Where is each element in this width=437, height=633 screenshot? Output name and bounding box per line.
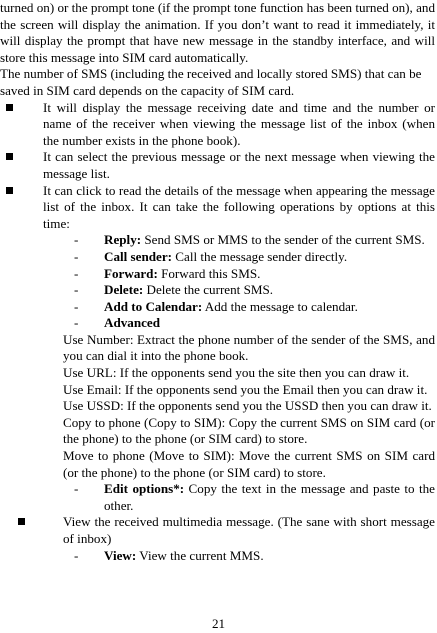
option-edit-options [0, 481, 437, 514]
page-number: 21 [211, 616, 226, 631]
advanced-use-number: Use Number: Extract the phone number of the sender of the SMS, and you can dial it into the phone book. [63, 331, 435, 364]
option-desc: View the current MMS. [136, 547, 264, 563]
option-desc: Copy the text in the message and paste to the other. [104, 481, 435, 513]
bullet-item-previous-next [0, 149, 437, 182]
option-term: Add to Calendar: [104, 298, 203, 314]
intro-paragraph: turned on) or the prompt tone (if the prompt tone function has been turned on), and the screen will display the animation. If you don’t want to read it immediately, it will display the prompt that have new message in the standby interface, and will store this message into SIM card automatically. [0, 0, 435, 65]
option-reply [0, 232, 437, 249]
dash-marker: - [74, 481, 79, 497]
bullet-text: It can click to read the details of the message when appearing the message list of the inbox. It can take the following operations by options at this time: [43, 182, 435, 231]
advanced-use-email: Use Email: If the opponents send you the Email then you can draw it. [63, 381, 428, 397]
option-term: Delete: [104, 282, 144, 298]
dash-marker: - [74, 232, 79, 248]
option-call-sender [0, 249, 437, 266]
square-bullet-icon [18, 518, 25, 525]
option-term: Call sender: [104, 248, 173, 264]
option-add-to-calendar [0, 299, 437, 316]
bullet-item-read-details [0, 183, 437, 233]
option-forward [0, 266, 437, 283]
square-bullet-icon [6, 153, 13, 160]
option-desc: Call the message sender directly. [172, 248, 348, 264]
option-term: Edit options*: [104, 481, 185, 497]
option-desc: Forward this SMS. [157, 265, 261, 281]
bullet-text: It can select the previous message or the next message when viewing the message list. [43, 149, 435, 181]
advanced-move-to-phone: Move to phone (Move to SIM): Move the current SMS on SIM card (or the phone) to the phone (or SIM card) to store. [63, 448, 435, 480]
dash-marker: - [74, 315, 79, 331]
advanced-copy-to-phone: Copy to phone (Copy to SIM): Copy the current SMS on SIM card (or the phone) to the phone (or SIM card) to store. [63, 414, 435, 447]
dash-marker: - [74, 248, 79, 264]
dash-marker: - [74, 547, 79, 563]
capacity-paragraph: The number of SMS (including the received and locally stored SMS) that can be saved in SIM card depends on the capacity of SIM card. [0, 66, 422, 98]
bullet-item-date-time [0, 100, 437, 150]
square-bullet-icon [6, 187, 13, 194]
option-term: Advanced [104, 315, 161, 331]
dash-marker: - [74, 282, 79, 298]
dash-marker: - [74, 265, 79, 281]
option-desc: Add the message to calendar. [202, 298, 358, 314]
option-term: Reply: [104, 232, 142, 248]
square-bullet-icon [6, 104, 13, 111]
option-advanced [0, 315, 437, 332]
bullet-text: View the received multimedia message. (The sane with short message of inbox) [63, 514, 435, 546]
option-term: Forward: [104, 265, 158, 281]
option-view [0, 548, 437, 565]
advanced-use-url: Use URL: If the opponents send you the site then you can draw it. [63, 365, 410, 381]
option-desc: Delete the current SMS. [143, 282, 274, 298]
advanced-use-ussd: Use USSD: If the opponents send you the USSD then you can draw it. [63, 398, 432, 414]
bullet-text: It will display the message receiving date and time and the number or name of the receiver when viewing the message list of the inbox (when the number exists in the phone book). [43, 99, 435, 148]
option-delete [0, 282, 437, 299]
dash-marker: - [74, 298, 79, 314]
option-term: View: [104, 547, 137, 563]
option-desc: Send SMS or MMS to the sender of the current SMS. [141, 232, 425, 248]
bullet-item-view-mms [0, 514, 437, 547]
